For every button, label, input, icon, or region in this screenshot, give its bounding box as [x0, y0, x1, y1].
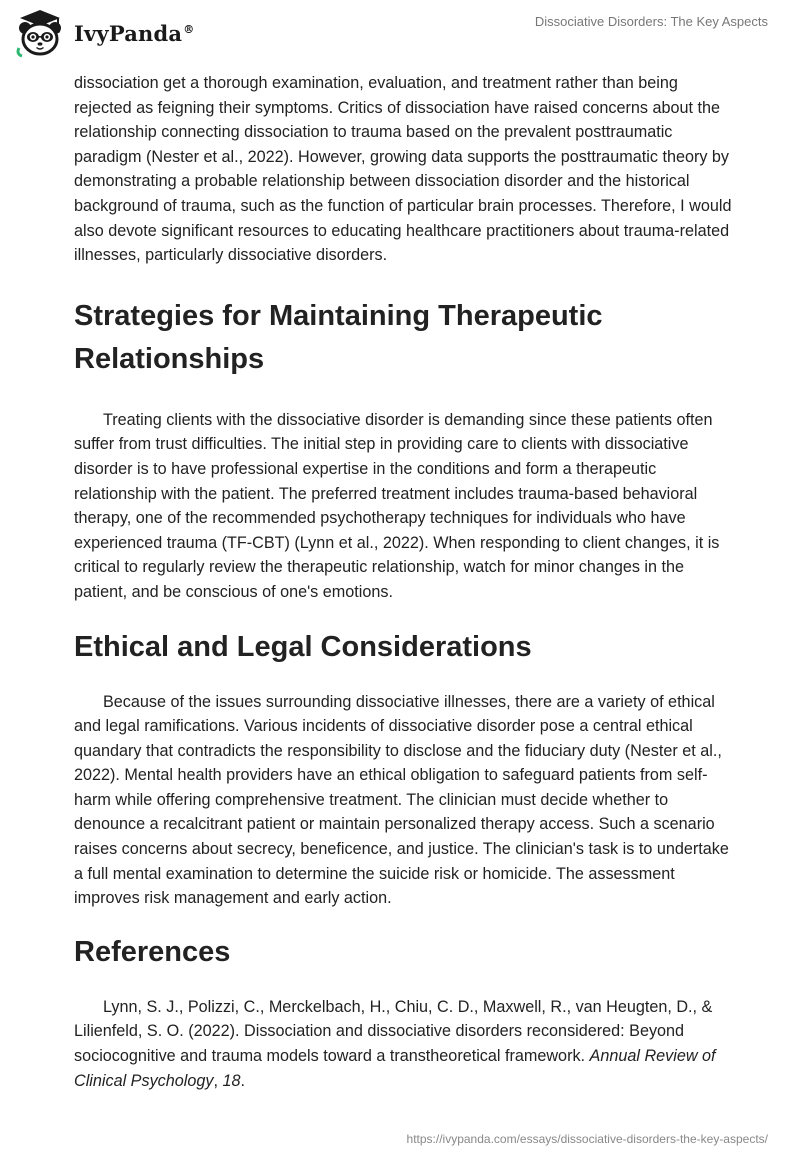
heading-strategies: Strategies for Maintaining Therapeutic Relationships — [74, 299, 603, 375]
registered-mark: ® — [183, 22, 195, 36]
reference-journal: Annual Review of Clinical Psychology — [74, 1047, 716, 1090]
paragraph-strategies: Treating clients with the dissociative disorder is demanding since these patients often suffer from trust difficulties. The initial step in providing care to clients with dissociative disorder is to have professional expertise in the conditions and form a therapeutic relationship with the patient. The preferred treatment includes trauma-based behavioral therapy, one of the recommended psychotherapy techniques for individuals who have experienced trauma (TF-CBT) (Lynn et al., 2022). When responding to client changes, it is critical to regularly review the therapeutic relationship, watch for minor changes in the patient, and be conscious of one's emotions. — [74, 410, 720, 601]
document-title: Dissociative Disorders: The Key Aspects — [534, 14, 768, 29]
panda-logo-icon — [14, 8, 66, 58]
heading-references: References — [74, 935, 231, 968]
reference-separator: , — [213, 1071, 223, 1090]
reference-end: . — [240, 1071, 245, 1090]
heading-ethical-legal: Ethical and Legal Considerations — [74, 630, 532, 663]
reference-text: Lynn, S. J., Polizzi, C., Merckelbach, H., Chiu, C. D., Maxwell, R., van Heugten, D., & Lilienfeld, S. O. (2022). Dissociation and dissociative disorders reconsidered: Beyond sociocognitive and trauma models toward a transtheoretical framework. — [74, 997, 713, 1066]
intro-paragraph: dissociation get a thorough examination, evaluation, and treatment rather than being rejected as feigning their symptoms. Critics of dissociation have raised concerns about the relationship connecting dissociation to trauma based on the prevalent posttraumatic paradigm (Nester et al., 2022). However, growing data supports the posttraumatic theory by demonstrating a probable relationship between dissociation disorder and the historical background of trauma, such as the function of particular brain processes. Therefore, I would also devote significant resources to educating healthcare practitioners about trauma-related illnesses, particularly dissociative disorders. — [74, 74, 732, 265]
source-url[interactable]: https://ivypanda.com/essays/dissociative-disorders-the-key-aspects/ — [406, 1132, 768, 1146]
paragraph-ethical-legal: Because of the issues surrounding dissociative illnesses, there are a variety of ethical and legal ramifications. Various incidents of dissociative disorder pose a central ethical quandary that contradicts the responsibility to disclose and the fiduciary duty (Nester et al., 2022). Mental health providers have an ethical obligation to safeguard patients from self-harm while offering comprehensive treatment. The clinician must decide whether to denounce a recalcitrant patient or maintain personalized therapy access. Such a scenario raises concerns about secrecy, beneficence, and justice. The clinician's task is to undertake a full mental examination to determine the suicide risk or homicide. The assessment improves risk management and early action. — [74, 692, 729, 908]
page-header — [0, 0, 800, 68]
reference-entry — [74, 995, 734, 1093]
brand-name: IvyPanda® — [74, 20, 195, 46]
brand-logo[interactable] — [14, 8, 194, 58]
reference-volume: 18 — [222, 1071, 241, 1090]
essay-content — [74, 71, 734, 1093]
